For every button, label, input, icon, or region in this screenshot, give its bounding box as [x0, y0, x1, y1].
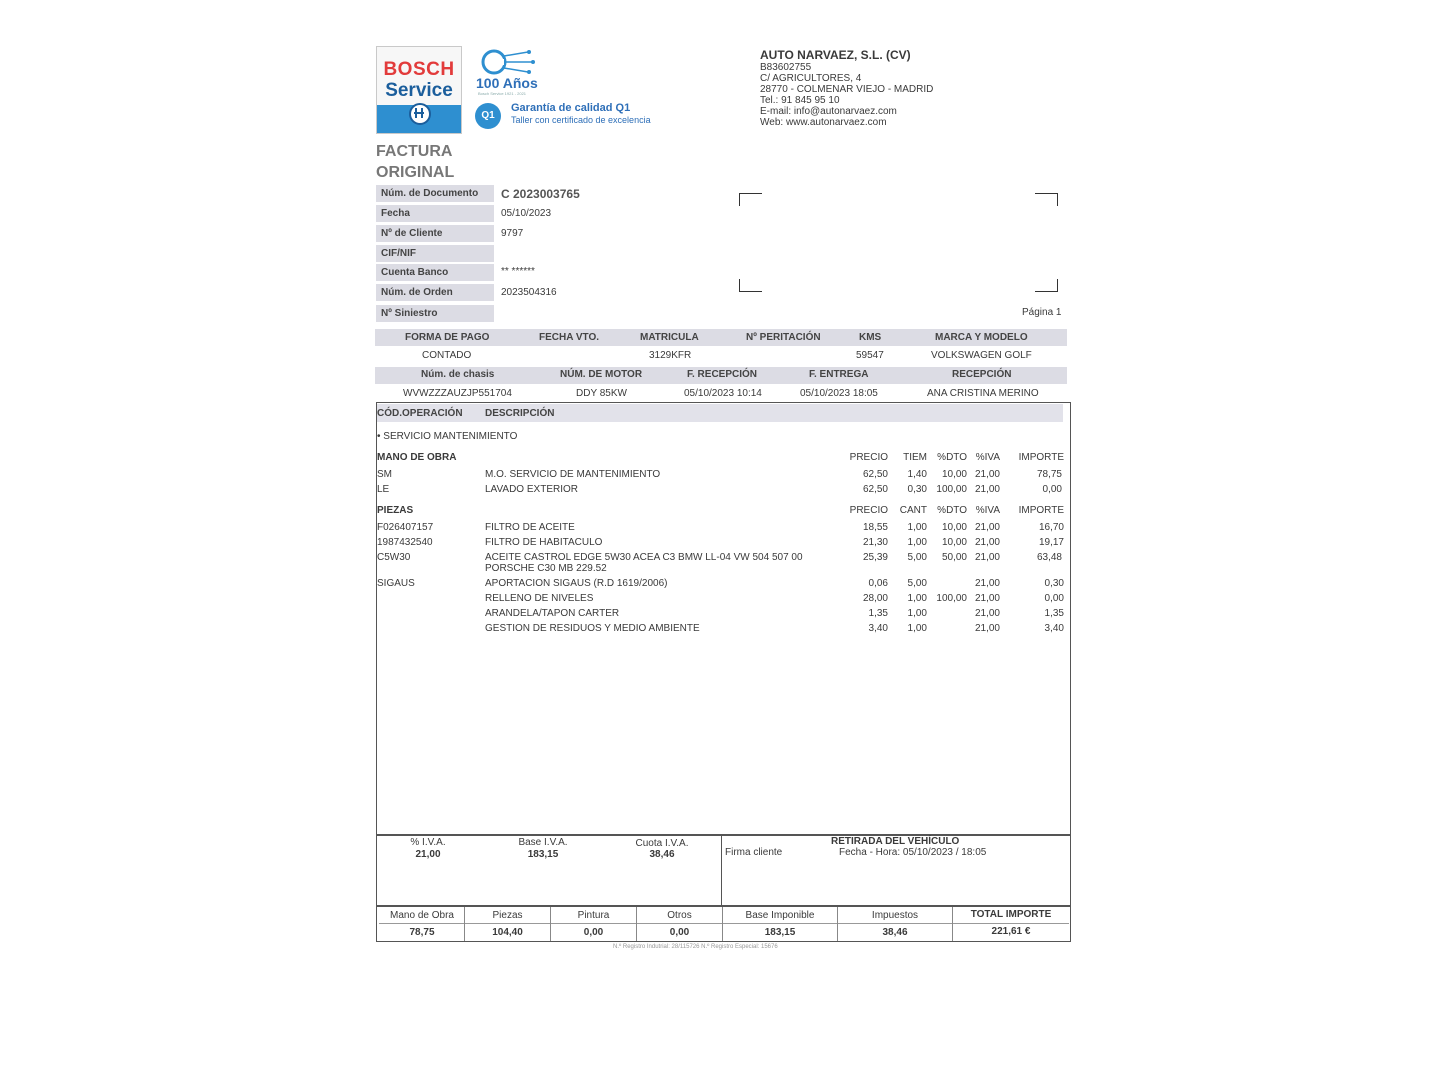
lines-header-band [377, 404, 1063, 422]
hdr-appraisal: Nº PERITACIÓN [746, 332, 821, 343]
total-other-value: 0,00 [669, 927, 690, 938]
tax-base-label: Base I.V.A. [518, 837, 568, 848]
part-vat: 21,00 [974, 578, 1000, 589]
field-label-order: Núm. de Orden [376, 284, 494, 301]
part-qty: 1,00 [907, 537, 927, 548]
part-amount: 0,00 [1044, 593, 1064, 604]
total-base-label: Base Imponible [745, 910, 815, 921]
labor-amount: 78,75 [1036, 469, 1062, 480]
labor-desc: LAVADO EXTERIOR [485, 484, 578, 495]
client-number: 9797 [501, 228, 524, 239]
customer-signature-label: Firma cliente [725, 847, 783, 858]
field-label-cif: CIF/NIF [376, 245, 494, 262]
labor-amount: 0,00 [1042, 484, 1062, 495]
part-qty: 5,00 [907, 578, 927, 589]
hdr-make-model: MARCA Y MODELO [935, 332, 1028, 343]
part-code: SIGAUS [377, 578, 415, 589]
bank-account: ** ****** [501, 266, 535, 277]
company-email: E-mail: info@autonarvaez.com [760, 106, 897, 117]
total-other-label: Otros [667, 910, 692, 921]
field-label-bank: Cuenta Banco [376, 264, 494, 281]
tax-quota-value: 38,46 [649, 849, 675, 860]
labor-hdr-amount: IMPORTE [1018, 452, 1064, 463]
doc-title: FACTURA [376, 143, 453, 160]
doc-subtitle: ORIGINAL [376, 164, 455, 181]
q1-badge-icon: Q1 [475, 103, 501, 129]
total-taxes-value: 38,46 [882, 927, 908, 938]
part-qty: 1,00 [907, 593, 927, 604]
company-city: 28770 - COLMENAR VIEJO - MADRID [760, 84, 934, 95]
part-qty: 1,00 [907, 623, 927, 634]
totals-divider-mid [379, 923, 1069, 924]
total-parts-label: Piezas [492, 910, 523, 921]
part-disc: 100,00 [936, 593, 967, 604]
part-amount: 3,40 [1044, 623, 1064, 634]
delivery-date: 05/10/2023 18:05 [800, 388, 878, 399]
tax-pct-value: 21,00 [415, 849, 441, 860]
reception-date: 05/10/2023 10:14 [684, 388, 762, 399]
part-amount: 0,30 [1044, 578, 1064, 589]
total-base-value: 183,15 [764, 927, 796, 938]
grand-total-label: TOTAL IMPORTE [970, 909, 1052, 920]
part-price: 3,40 [868, 623, 888, 634]
part-amount: 1,35 [1044, 608, 1064, 619]
part-disc: 10,00 [941, 522, 967, 533]
part-price: 28,00 [862, 593, 888, 604]
kms-value: 59547 [856, 350, 884, 361]
q1-title: Garantía de calidad Q1 [511, 102, 631, 114]
total-paint-value: 0,00 [583, 927, 604, 938]
part-vat: 21,00 [974, 608, 1000, 619]
part-amount: 19,17 [1038, 537, 1064, 548]
address-corner-tl [739, 193, 762, 206]
hdr-kms: KMS [859, 332, 882, 343]
hdr-due-date: FECHA VTO. [539, 332, 600, 343]
hdr-delivery-date: F. ENTREGA [809, 369, 869, 380]
part-code: F026407157 [377, 522, 434, 533]
labor-hdr-vat: %IVA [975, 452, 1000, 463]
totals-divider-top [377, 905, 1070, 907]
part-disc: 50,00 [941, 552, 967, 563]
company-cif: B83602755 [760, 62, 812, 73]
parts-hdr-amount: IMPORTE [1018, 505, 1064, 516]
part-desc: ACEITE CASTROL EDGE 5W30 ACEA C3 BMW LL-04 VW 504 507 00 [485, 552, 803, 563]
company-name: AUTO NARVAEZ, S.L. (CV) [760, 48, 911, 62]
receptionist-name: ANA CRISTINA MERINO [927, 388, 1039, 399]
payment-method: CONTADO [422, 350, 472, 361]
labor-disc: 100,00 [936, 484, 967, 495]
parts-hdr-disc: %DTO [937, 505, 967, 516]
hdr-payment: FORMA DE PAGO [405, 332, 490, 343]
part-vat: 21,00 [974, 593, 1000, 604]
part-disc: 10,00 [941, 537, 967, 548]
part-desc: FILTRO DE ACEITE [485, 522, 575, 533]
q1-subtitle: Taller con certificado de excelencia [511, 115, 651, 125]
col-operation-code: CÓD.OPERACIÓN [377, 408, 463, 419]
labor-hdr-time: TIEM [903, 452, 927, 463]
doc-date: 05/10/2023 [501, 208, 552, 219]
address-corner-br [1035, 279, 1058, 292]
company-address: C/ AGRICULTORES, 4 [760, 73, 862, 84]
part-vat: 21,00 [974, 522, 1000, 533]
wrench-circuit-icon [476, 48, 536, 76]
centenary-label: 100 Años [476, 75, 538, 91]
engine-number: DDY 85KW [576, 388, 627, 399]
part-vat: 21,00 [974, 537, 1000, 548]
service-title: • SERVICIO MANTENIMIENTO [377, 431, 518, 442]
bosch-word: BOSCH [383, 59, 455, 80]
service-word: Service [385, 80, 453, 101]
part-desc: APORTACION SIGAUS (R.D 1619/2006) [485, 578, 668, 589]
part-desc: FILTRO DE HABITACULO [485, 537, 603, 548]
labor-vat: 21,00 [974, 484, 1000, 495]
labor-disc: 10,00 [941, 469, 967, 480]
part-price: 18,55 [862, 522, 888, 533]
part-code: 1987432540 [377, 537, 433, 548]
labor-code: LE [377, 484, 390, 495]
grand-total-value: 221,61 € [991, 926, 1031, 937]
address-corner-bl [739, 279, 762, 292]
part-amount: 16,70 [1038, 522, 1064, 533]
labor-hdr-price: PRECIO [849, 452, 888, 463]
order-number: 2023504316 [501, 287, 557, 298]
hdr-engine: NÚM. DE MOTOR [560, 369, 643, 380]
company-phone: Tel.: 91 845 95 10 [760, 95, 840, 106]
labor-time: 1,40 [907, 469, 927, 480]
bosch-armature-icon [409, 103, 431, 125]
part-price: 21,30 [862, 537, 888, 548]
labor-hdr-disc: %DTO [937, 452, 967, 463]
part-price: 25,39 [862, 552, 888, 563]
company-web: Web: www.autonarvaez.com [760, 117, 887, 128]
bosch-service-logo [376, 46, 462, 134]
doc-number: C 2023003765 [501, 187, 580, 201]
summary-divider [377, 834, 1070, 836]
hdr-reception-date: F. RECEPCIÓN [687, 369, 758, 380]
col-description: DESCRIPCIÓN [485, 408, 555, 419]
field-label-claim: Nº Siniestro [376, 305, 494, 322]
tax-quota-label: Cuota I.V.A. [635, 838, 689, 849]
part-code: C5W30 [377, 552, 411, 563]
total-parts-value: 104,40 [492, 927, 523, 938]
parts-title: PIEZAS [377, 505, 414, 516]
license-plate: 3129KFR [649, 350, 692, 361]
parts-hdr-qty: CANT [899, 505, 927, 516]
address-corner-tr [1035, 193, 1058, 206]
part-qty: 5,00 [907, 552, 927, 563]
hdr-plate: MATRICULA [640, 332, 699, 343]
part-vat: 21,00 [974, 552, 1000, 563]
centenary-sub: Bosch Service 1921 - 2021 [478, 91, 527, 96]
part-desc-cont: PORSCHE C30 MB 229.52 [485, 563, 607, 574]
part-price: 1,35 [868, 608, 888, 619]
part-qty: 1,00 [907, 522, 927, 533]
total-paint-label: Pintura [577, 910, 610, 921]
registry-footer: N.º Registro Indutrial: 28/115726 N.º Registro Especial: 15676 [613, 944, 778, 950]
pickup-title: RETIRADA DEL VEHÍCULO [831, 836, 960, 847]
parts-hdr-price: PRECIO [849, 505, 888, 516]
part-desc: GESTION DE RESIDUOS Y MEDIO AMBIENTE [485, 623, 700, 634]
labor-price: 62,50 [862, 484, 888, 495]
part-amount: 63,48 [1036, 552, 1062, 563]
labor-code: SM [377, 469, 392, 480]
labor-desc: M.O. SERVICIO DE MANTENIMIENTO [485, 469, 661, 480]
labor-price: 62,50 [862, 469, 888, 480]
labor-time: 0,30 [907, 484, 927, 495]
part-qty: 1,00 [907, 608, 927, 619]
tax-base-value: 183,15 [527, 849, 559, 860]
part-desc: RELLENO DE NIVELES [485, 593, 594, 604]
part-price: 0,06 [868, 578, 888, 589]
make-model: VOLKSWAGEN GOLF [931, 350, 1032, 361]
pickup-datetime: Fecha - Hora: 05/10/2023 / 18:05 [839, 847, 987, 858]
part-desc: ARANDELA/TAPON CARTER [485, 608, 620, 619]
labor-title: MANO DE OBRA [377, 452, 457, 463]
total-labor-value: 78,75 [409, 927, 435, 938]
total-taxes-label: Impuestos [871, 910, 919, 921]
chassis-number: WVWZZZAUZJP551704 [403, 388, 512, 399]
parts-hdr-vat: %IVA [975, 505, 1000, 516]
labor-vat: 21,00 [974, 469, 1000, 480]
field-label-client: Nº de Cliente [376, 225, 494, 242]
hdr-receptionist: RECEPCIÓN [952, 369, 1012, 380]
part-vat: 21,00 [974, 623, 1000, 634]
tax-pct-label: % I.V.A. [410, 837, 446, 848]
field-label-doc-number: Núm. de Documento [376, 185, 494, 202]
hdr-chassis: Núm. de chasis [421, 369, 495, 380]
invoice-lines-box [376, 402, 1071, 942]
page-number: Página 1 [1022, 307, 1062, 318]
summary-split [721, 836, 722, 905]
total-labor-label: Mano de Obra [390, 910, 454, 921]
field-label-date: Fecha [376, 205, 494, 222]
